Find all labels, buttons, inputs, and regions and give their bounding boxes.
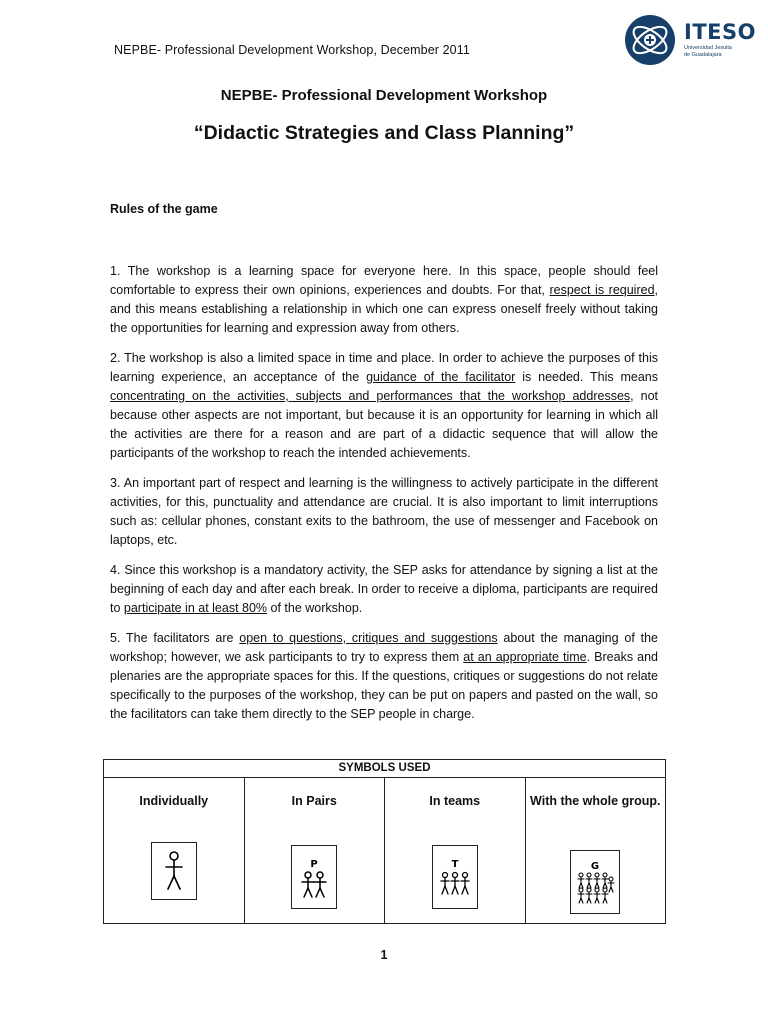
- team-people-icon: [432, 845, 478, 909]
- team-letter: T: [451, 859, 459, 870]
- symbol-cell-teams: [385, 778, 526, 924]
- whole-group-icon: [570, 850, 620, 914]
- document-subtitle: NEPBE- Professional Development Workshop: [220, 87, 548, 104]
- single-person-icon: [151, 842, 197, 900]
- symbols-table-row: [104, 778, 665, 924]
- symbol-cell-individually: [104, 778, 245, 924]
- rule-text: . Breaks and plenaries are the appropriate spaces for this. If the questions, critiques or suggestions do not relate specifically to the purposes of the workshop, they can be put on papers and pasted on the wall, so the facilitators can take them directly to the SEP people in charge.: [110, 650, 658, 721]
- underlined-phrase: respect is required: [549, 283, 655, 297]
- page-number: 1: [380, 948, 388, 962]
- symbol-label: Individually: [139, 794, 209, 808]
- document-title: “Didactic Strategies and Class Planning”: [193, 122, 575, 144]
- underlined-phrase: concentrating on the activities, subjects and performances that the workshop addresses: [110, 389, 631, 403]
- symbol-label: In Pairs: [291, 794, 337, 808]
- rule-paragraph: [110, 262, 658, 338]
- rule-text: 1. The workshop is a learning space for everyone here. In this space, people should feel comfortable to express their own opinions, experiences and doubts. For that,: [110, 264, 658, 297]
- group-letter: G: [591, 861, 600, 872]
- underlined-phrase: guidance of the facilitator: [366, 370, 516, 384]
- pair-people-icon: [291, 845, 337, 909]
- symbol-cell-whole-group: [526, 778, 666, 924]
- section-label: Rules of the game: [110, 202, 218, 216]
- rule-paragraph: [110, 561, 658, 618]
- logo-name: ITESO: [684, 20, 756, 44]
- rule-text: 2. The workshop is also a limited space in time and place. In order to achieve the purposes of this learning experience, an acceptance of the: [110, 351, 658, 384]
- rule-text: 4. Since this workshop is a mandatory activity, the SEP asks for attendance by signing a list at the beginning of each day and after each break. In order to receive a diploma, participants are required to: [110, 563, 658, 615]
- logo-subtitle: Universidad Jesuita de Guadalajara: [684, 45, 732, 58]
- rule-text: 3. An important part of respect and learning is the willingness to actively participate in the different activities, for this, punctuality and attendance are crucial. It is also important to limit interruptions such as: cellular phones, constant exits to the bathroom, the use of messenger and Facebook on laptops, etc.: [110, 476, 658, 547]
- rule-text: , not because other aspects are not important, but because it is an opportunity for learning in which all the activities are there for a reason and are part of a didactic sequence that will allow the participants of the workshop to reach the intended achievements.: [110, 389, 658, 460]
- symbol-cell-pairs: [245, 778, 386, 924]
- symbols-table-heading: SYMBOLS USED: [104, 760, 665, 778]
- pair-letter: P: [310, 859, 318, 870]
- rules-list: [110, 262, 658, 735]
- iteso-emblem-icon: [624, 14, 676, 66]
- rule-text: 5. The facilitators are: [110, 631, 240, 645]
- symbol-label: In teams: [429, 794, 481, 808]
- underlined-phrase: at an appropriate time: [463, 650, 587, 664]
- rule-text: is needed. This means: [515, 370, 659, 384]
- rule-paragraph: [110, 629, 658, 724]
- running-header: NEPBE- Professional Development Workshop, December 2011: [114, 43, 470, 57]
- symbols-table: [103, 759, 666, 924]
- rule-text: about the managing of the workshop; however, we ask participants to try to express them: [110, 631, 658, 664]
- rule-paragraph: [110, 474, 658, 550]
- rule-text: of the workshop.: [267, 601, 363, 615]
- iteso-logo: [624, 12, 760, 68]
- rule-text: , and this means establishing a relationship in which one can express oneself freely without taking the opportunities for learning and expression away from others.: [110, 283, 659, 335]
- underlined-phrase: participate in at least 80%: [123, 601, 268, 615]
- rule-paragraph: [110, 349, 658, 463]
- symbol-label: With the whole group.: [530, 794, 661, 808]
- underlined-phrase: open to questions, critiques and suggestions: [239, 631, 498, 645]
